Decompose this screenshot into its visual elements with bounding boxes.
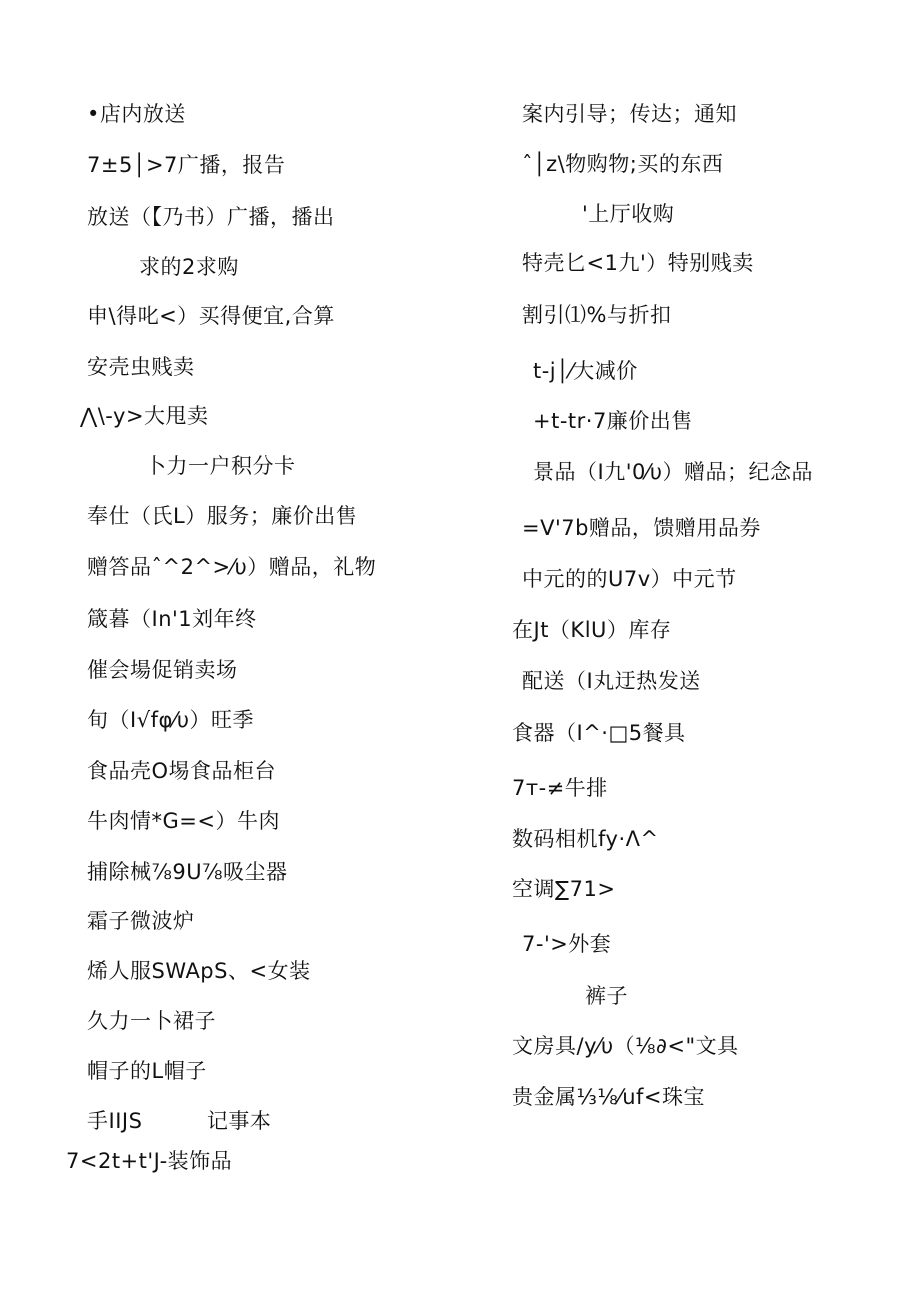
left-entry: 烯人服SWApS、<女装 bbox=[87, 959, 311, 983]
right-entry: 数码相机fy·Λ^ bbox=[512, 827, 659, 851]
right-entry: ˆ│z\物购物;买的东西 bbox=[522, 152, 724, 176]
right-entry: 中元的的U7v）中元节 bbox=[522, 567, 737, 591]
left-entry: 帽子的L帽子 bbox=[87, 1059, 207, 1083]
left-entry: ⋀\-y>大甩卖 bbox=[80, 404, 209, 428]
left-entry: 牛肉情*G=<）牛肉 bbox=[87, 809, 280, 833]
right-entry: 特壳匕<1九'）特别贱卖 bbox=[522, 251, 754, 275]
right-entry: 案内引导；传达；通知 bbox=[522, 102, 737, 126]
right-entry: 裤子 bbox=[585, 984, 628, 1008]
left-entry: 申\得叱<）买得便宜,合算 bbox=[87, 304, 335, 328]
right-entry: +t-tr·7廉价出售 bbox=[533, 409, 693, 433]
right-entry: 文房具/y⁄υ（⅛∂<"文具 bbox=[512, 1034, 739, 1058]
right-entry: 配送（I丸迂热发送 bbox=[522, 669, 701, 693]
left-entry: 手IIJS 记事本 bbox=[87, 1109, 272, 1133]
right-entry: =V'7b赠品，馈赠用品券 bbox=[522, 516, 761, 540]
right-entry: 贵金属⅓⅛⁄uf<珠宝 bbox=[512, 1085, 706, 1109]
left-entry: 卜力一户积分卡 bbox=[145, 454, 296, 478]
left-entry: 捕除械⅞9U⅞吸尘器 bbox=[87, 860, 288, 884]
right-entry: 空调∑71> bbox=[512, 877, 616, 901]
left-entry: 食品壳O埸食品柜台 bbox=[87, 759, 277, 783]
left-entry: 催会場促销卖场 bbox=[87, 658, 238, 682]
left-entry: 奉仕（氏L）服务；廉价出售 bbox=[87, 504, 358, 528]
left-entry: 箴暮（In'1刘年终 bbox=[87, 607, 257, 631]
right-entry: 7т-≠牛排 bbox=[512, 776, 608, 800]
left-entry: 霜子微波炉 bbox=[87, 909, 195, 933]
left-entry: 赠答品ˆ^2^>⁄υ）赠品，礼物 bbox=[87, 555, 377, 579]
right-entry: 割引⑴%与折扣 bbox=[522, 303, 672, 327]
right-entry: '上厅收购 bbox=[582, 202, 675, 226]
left-entry: 久力一卜裙子 bbox=[87, 1009, 216, 1033]
right-entry: 食器（I^·□5餐具 bbox=[512, 721, 686, 745]
right-entry: t-j│⁄大减价 bbox=[533, 359, 638, 383]
right-entry: 景品（I九'0⁄υ）赠品；纪念品 bbox=[533, 460, 813, 484]
left-entry: 安壳虫贱卖 bbox=[87, 355, 195, 379]
left-entry: 旬（I√fφ⁄υ）旺季 bbox=[87, 708, 254, 732]
left-entry: 7±5│>7广播，报告 bbox=[87, 153, 286, 177]
left-entry: 求的2求购 bbox=[139, 255, 239, 279]
left-entry: 7<2t+t'J-装饰品 bbox=[66, 1149, 233, 1173]
left-entry: 放送（【乃书）广播，播出 bbox=[87, 205, 335, 229]
right-entry: 在Jt（KlU）库存 bbox=[512, 618, 672, 642]
left-entry: •店内放送 bbox=[87, 102, 186, 126]
right-entry: 7-'>外套 bbox=[522, 932, 612, 956]
